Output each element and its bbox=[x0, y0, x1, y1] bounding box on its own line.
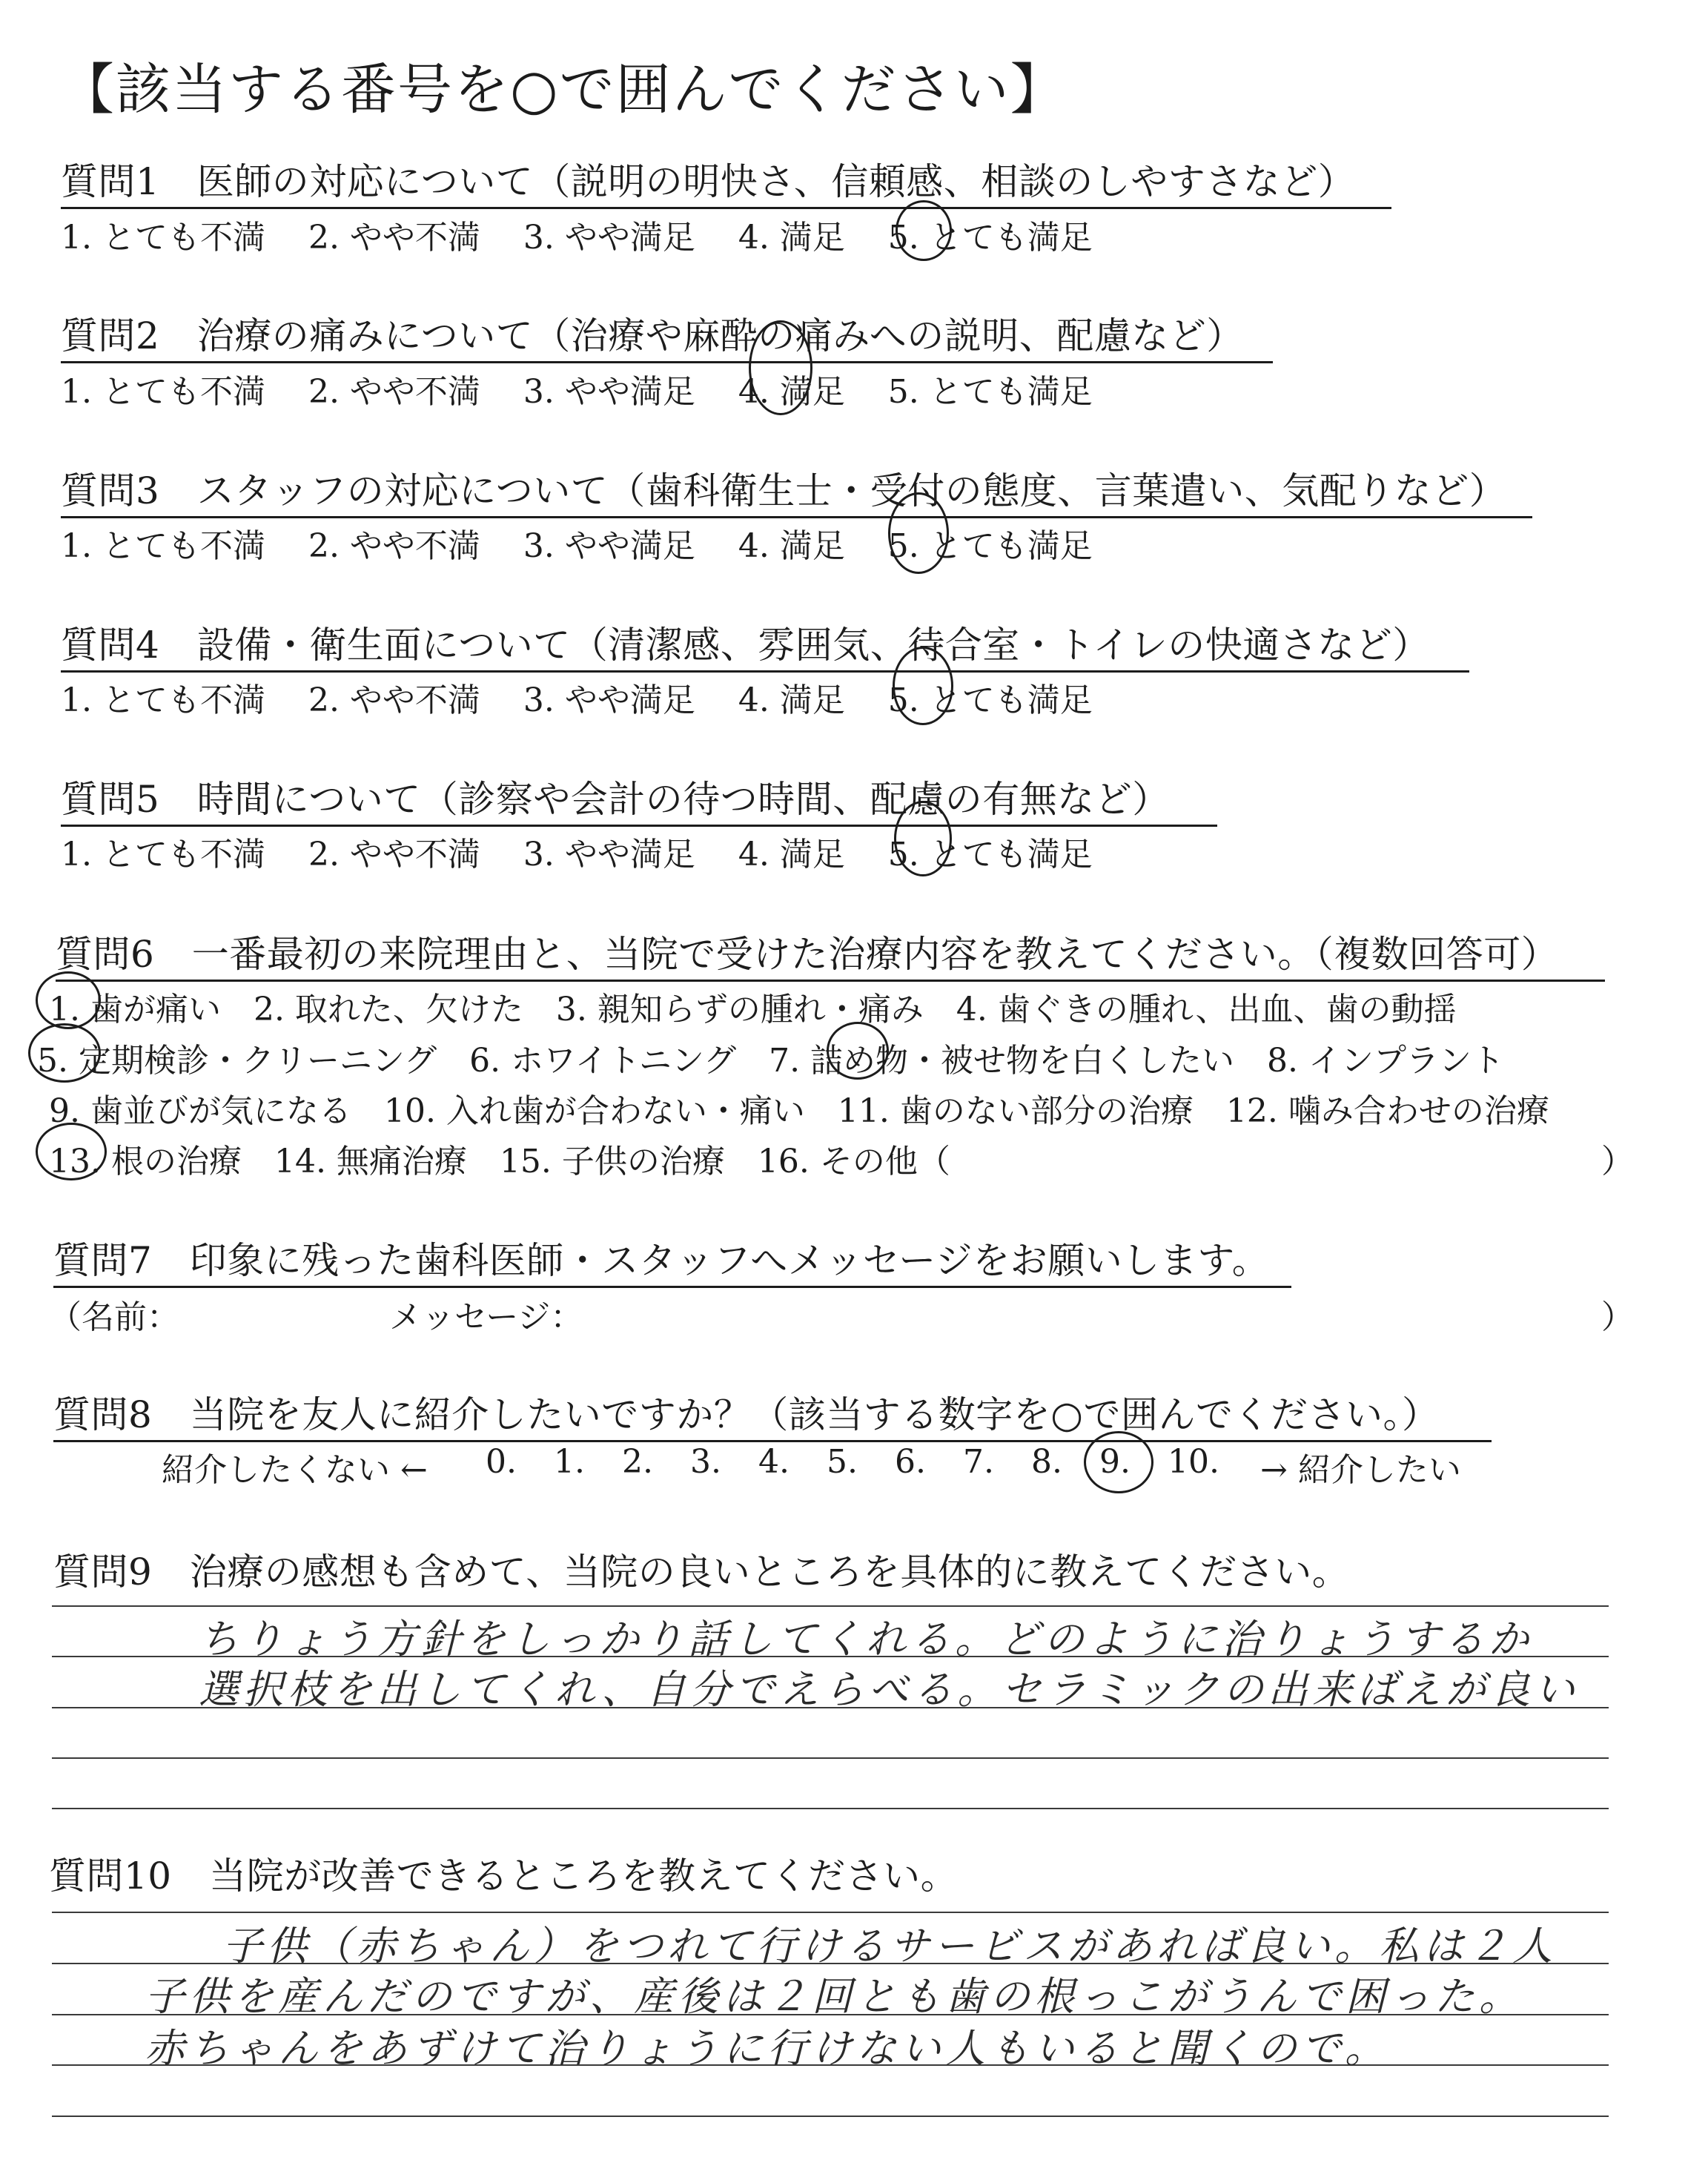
question-2-answer-circle bbox=[749, 320, 812, 415]
question-1-scale: 1. とても不満 2. やや不満 3. やや満足 4. 満足 5. とても満足 bbox=[61, 219, 1093, 257]
question-6-row-1: 1. 歯が痛い 2. 取れた、欠けた 3. 親知らずの腫れ・痛み 4. 歯ぐきの腫れ、出血、歯の動揺 bbox=[49, 991, 1457, 1028]
question-8-heading: 質問8 当院を友人に紹介したいですか？（該当する数字を○で囲んでください。） bbox=[53, 1385, 1492, 1442]
question-8-number-2: 2. bbox=[622, 1443, 653, 1481]
question-6-answer-circle-1 bbox=[36, 971, 101, 1029]
question-8-number-9: 9. bbox=[1099, 1443, 1131, 1481]
question-8-right-label: → 紹介したい bbox=[1260, 1451, 1461, 1489]
question-10-answer-line-2: 子供を産んだのですが、産後は２回とも歯の根っこがうんで困った。 bbox=[145, 1973, 1523, 2020]
question-9-rule-5 bbox=[52, 1808, 1609, 1809]
question-6-row-3: 9. 歯並びが気になる 10. 入れ歯が合わない・痛い 11. 歯のない部分の治療 12. 噛み合わせの治療 bbox=[49, 1092, 1549, 1130]
question-6-heading: 質問6 一番最初の来院理由と、当院で受けた治療内容を教えてください。（複数回答可） bbox=[56, 925, 1605, 982]
question-6-answer-circle-7 bbox=[827, 1022, 889, 1080]
form-title: 【該当する番号を○で囲んでください】 bbox=[59, 58, 1067, 122]
question-4-answer-circle bbox=[893, 647, 953, 725]
question-9-heading: 質問9 治療の感想も含めて、当院の良いところを具体的に教えてください。 bbox=[53, 1550, 1350, 1593]
question-7-message-label: メッセージ： bbox=[389, 1298, 583, 1336]
question-5-scale: 1. とても不満 2. やや不満 3. やや満足 4. 満足 5. とても満足 bbox=[61, 836, 1093, 873]
question-3-answer-circle bbox=[888, 492, 949, 574]
question-3-heading: 質問3 スタッフの対応について（歯科衛生士・受付の態度、言葉遣い、気配りなど） bbox=[61, 461, 1532, 518]
question-9-rule-4 bbox=[52, 1757, 1609, 1759]
question-8-number-3: 3. bbox=[690, 1443, 721, 1481]
question-10-rule-1 bbox=[52, 1912, 1609, 1913]
question-10-answer-line-1: 子供（赤ちゃん）をつれて行けるサービスがあれば良い。私は２人 bbox=[222, 1923, 1557, 1969]
question-8-number-0: 0. bbox=[486, 1443, 517, 1481]
question-8-number-10: 10. bbox=[1168, 1443, 1219, 1481]
question-1-heading: 質問1 医師の対応について（説明の明快さ、信頼感、相談のしやすさなど） bbox=[61, 152, 1391, 209]
question-1-answer-circle bbox=[896, 200, 952, 261]
question-10-rule-5 bbox=[52, 2116, 1609, 2117]
question-9-answer-line-1: ちりょう方針をしっかり話してくれる。どのように治りょうするか bbox=[199, 1616, 1533, 1662]
question-6-row-4: 13. 根の治療 14. 無痛治療 15. 子供の治療 16. その他（ bbox=[49, 1143, 950, 1180]
question-9-answer-line-2: 選択枝を出してくれ、自分でえらべる。セラミックの出来ばえが良い bbox=[199, 1666, 1580, 1713]
question-5-answer-circle bbox=[894, 801, 952, 876]
question-6-row-4-close: ） bbox=[1601, 1143, 1634, 1180]
question-7-close: ） bbox=[1601, 1298, 1634, 1336]
question-8-number-5: 5. bbox=[827, 1443, 858, 1481]
question-3-scale: 1. とても不満 2. やや不満 3. やや満足 4. 満足 5. とても満足 bbox=[61, 527, 1093, 565]
question-8-number-4: 4. bbox=[758, 1443, 790, 1481]
question-6-answer-circle-5 bbox=[28, 1023, 101, 1083]
question-8-left-label: 紹介したくない ← bbox=[162, 1451, 428, 1489]
question-9-rule-1 bbox=[52, 1605, 1609, 1607]
question-5-heading: 質問5 時間について（診察や会計の待つ時間、配慮の有無など） bbox=[61, 770, 1217, 827]
question-10-heading: 質問10 当院が改善できるところを教えてください。 bbox=[49, 1855, 959, 1898]
question-6-answer-circle-13 bbox=[36, 1123, 107, 1180]
question-7-name-label: （名前： bbox=[49, 1298, 179, 1336]
question-4-heading: 質問4 設備・衛生面について（清潔感、雰囲気、待合室・トイレの快適さなど） bbox=[61, 615, 1469, 673]
question-4-scale: 1. とても不満 2. やや不満 3. やや満足 4. 満足 5. とても満足 bbox=[61, 681, 1093, 719]
question-2-heading: 質問2 治療の痛みについて（治療や麻酔の痛みへの説明、配慮など） bbox=[61, 306, 1273, 363]
question-8-answer-circle bbox=[1084, 1431, 1153, 1493]
question-8-number-6: 6. bbox=[895, 1443, 926, 1481]
question-8-number-1: 1. bbox=[554, 1443, 585, 1481]
question-8-number-7: 7. bbox=[963, 1443, 994, 1481]
question-2-scale: 1. とても不満 2. やや不満 3. やや満足 4. 満足 5. とても満足 bbox=[61, 373, 1093, 411]
question-7-heading: 質問7 印象に残った歯科医師・スタッフへメッセージをお願いします。 bbox=[53, 1231, 1291, 1288]
question-10-answer-line-3: 赤ちゃんをあずけて治りょうに行けない人もいると聞くので。 bbox=[145, 2025, 1389, 2072]
question-6-row-2: 5. 定期検診・クリーニング 6. ホワイトニング 7. 詰め物・被せ物を白くしたい 8. インプラント bbox=[37, 1042, 1505, 1080]
question-8-number-8: 8. bbox=[1031, 1443, 1062, 1481]
